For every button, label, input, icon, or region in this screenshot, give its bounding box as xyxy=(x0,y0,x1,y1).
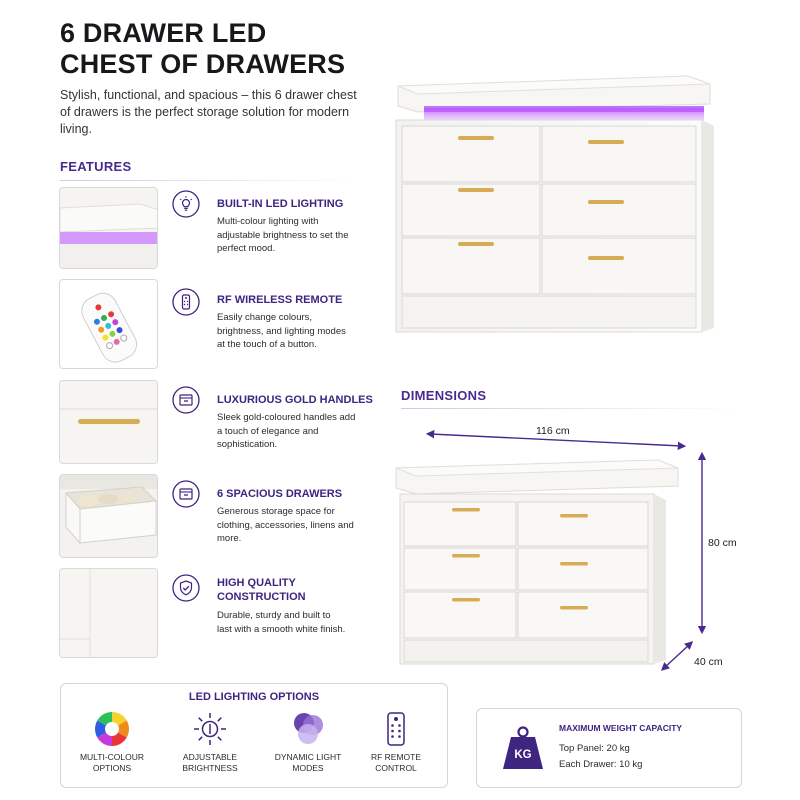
feature-title-construction-line1: HIGH QUALITY xyxy=(217,577,296,589)
title-line-2: CHEST OF DRAWERS xyxy=(60,49,346,79)
feature-title-led: BUILT-IN LED LIGHTING xyxy=(217,198,344,210)
option-label-multi-colour-line2: OPTIONS xyxy=(92,763,132,773)
dimensions-divider xyxy=(401,408,741,409)
option-label-light-modes-line2: MODES xyxy=(292,763,324,773)
features-divider xyxy=(60,180,360,181)
feature-title-drawers: 6 SPACIOUS DRAWERS xyxy=(217,488,343,500)
option-label-brightness xyxy=(165,752,255,774)
feature-title-construction xyxy=(217,576,306,604)
height-label: 80 cm xyxy=(708,537,737,549)
option-remote-control xyxy=(351,710,441,774)
option-label-light-modes-line1: DYNAMIC LIGHT xyxy=(274,752,342,762)
led-lighting-thumbnail xyxy=(59,187,158,269)
light-modes-icon xyxy=(288,710,328,748)
intro-text: Stylish, functional, and spacious – this 6 drawer chest of drawers is the perfect storage solution for modern living. xyxy=(60,88,357,136)
drawer-handle-icon xyxy=(172,386,200,414)
width-label: 116 cm xyxy=(536,425,570,437)
feature-title-construction-line2: CONSTRUCTION xyxy=(217,591,306,603)
title-line-1: 6 DRAWER LED xyxy=(60,18,267,48)
brightness-icon xyxy=(191,710,229,748)
feature-title-remote: RF WIRELESS REMOTE xyxy=(217,294,343,306)
lightbulb-icon xyxy=(172,190,200,218)
feature-text-construction: Durable, sturdy and built to last with a smooth white finish. xyxy=(217,610,346,635)
feature-text-drawers: Generous storage space for clothing, accessories, linens and more. xyxy=(217,506,354,544)
led-options-heading: LED LIGHTING OPTIONS xyxy=(188,691,320,703)
remote-control-icon xyxy=(377,710,415,748)
drawers-thumbnail xyxy=(59,474,158,558)
option-label-remote-control-line1: RF REMOTE xyxy=(370,752,422,762)
gold-handles-thumbnail xyxy=(59,380,158,464)
weight-heading: MAXIMUM WEIGHT CAPACITY xyxy=(559,723,683,733)
option-brightness xyxy=(165,710,255,774)
construction-thumbnail xyxy=(59,568,158,658)
feature-text-handles: Sleek gold-coloured handles add a touch of elegance and sophistication. xyxy=(217,412,356,450)
shield-check-icon xyxy=(172,574,200,602)
weight-icon xyxy=(501,725,545,771)
hero-product-image xyxy=(388,66,718,356)
weight-capacity-panel xyxy=(476,708,742,788)
feature-title-handles: LUXURIOUS GOLD HANDLES xyxy=(217,394,373,406)
depth-label: 40 cm xyxy=(694,656,723,668)
colour-wheel-icon xyxy=(93,710,131,748)
option-label-brightness-line2: BRIGHTNESS xyxy=(182,763,238,773)
page-title xyxy=(60,18,390,80)
option-light-modes xyxy=(263,710,353,774)
feature-text-led: Multi-colour lighting with adjustable brightness to set the perfect mood. xyxy=(217,216,349,254)
option-label-multi-colour-line1: MULTI-COLOUR xyxy=(79,752,145,762)
drawer-icon xyxy=(172,480,200,508)
features-heading: FEATURES xyxy=(60,159,132,174)
feature-text-remote: Easily change colours, brightness, and lighting modes at the touch of a button. xyxy=(217,312,346,350)
option-multi-colour xyxy=(67,710,157,774)
option-label-multi-colour xyxy=(67,752,157,774)
option-label-light-modes xyxy=(263,752,353,774)
weight-top-panel: Top Panel: 20 kg xyxy=(559,743,630,754)
option-label-remote-control xyxy=(351,752,441,774)
remote-thumbnail xyxy=(59,279,158,369)
dimensions-heading: DIMENSIONS xyxy=(401,388,487,403)
remote-icon xyxy=(172,288,200,316)
led-options-panel xyxy=(60,683,448,788)
dimensions-diagram xyxy=(392,420,752,680)
option-label-brightness-line1: ADJUSTABLE xyxy=(182,752,238,762)
option-label-remote-control-line2: CONTROL xyxy=(375,763,417,773)
weight-badge: KG xyxy=(514,749,532,761)
weight-each-drawer: Each Drawer: 10 kg xyxy=(559,759,643,770)
